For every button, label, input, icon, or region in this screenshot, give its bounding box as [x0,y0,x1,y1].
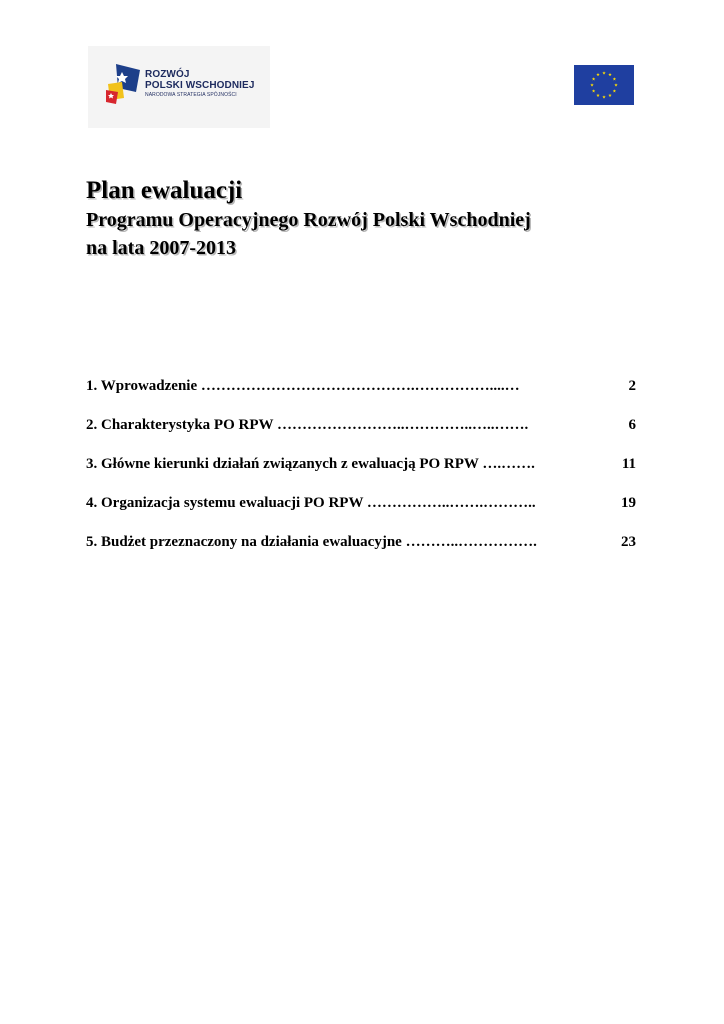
eu-flag-icon [574,65,634,105]
toc-entry-text: 1. Wprowadzenie …………………………………….……………....… [86,378,520,394]
logo-line2: POLSKI WSCHODNIEJ [145,80,255,91]
toc-entry-text: 3. Główne kierunki działań związanych z ewaluacją PO RPW ….……. [86,456,535,472]
logo-line3: NARODOWA STRATEGIA SPÓJNOŚCI [145,92,237,98]
logo-line1: ROZWÓJ [145,69,190,80]
toc-entry[interactable] [86,456,636,476]
toc-entry-text: 4. Organizacja systemu ewaluacji PO RPW ……………..…….……….. [86,495,536,511]
title-line-1: Plan ewaluacji [86,177,243,204]
toc-entry-page: 6 [628,417,636,433]
toc-entry[interactable] [86,378,636,398]
title-line-2: Programu Operacyjnego Rozwój Polski Wschodniej [86,209,531,231]
toc-entry[interactable] [86,495,636,515]
title-line-3: na lata 2007-2013 [86,237,236,259]
table-of-contents [86,378,636,573]
toc-entry[interactable] [86,534,636,554]
document-title [86,176,531,262]
rpw-emblem-icon [106,62,142,106]
toc-entry-page: 11 [621,456,636,472]
toc-entry-text: 2. Charakterystyka PO RPW ……………………..…………..…..……. [86,417,529,433]
toc-entry[interactable] [86,417,636,437]
toc-entry-page: 19 [621,495,636,511]
toc-entry-page: 2 [628,378,636,394]
logo-text [145,70,255,98]
toc-entry-text: 5. Budżet przeznaczony na działania ewaluacyjne ………..……………. [86,534,537,550]
toc-entry-page: 23 [621,534,636,550]
rpw-logo [88,46,270,128]
